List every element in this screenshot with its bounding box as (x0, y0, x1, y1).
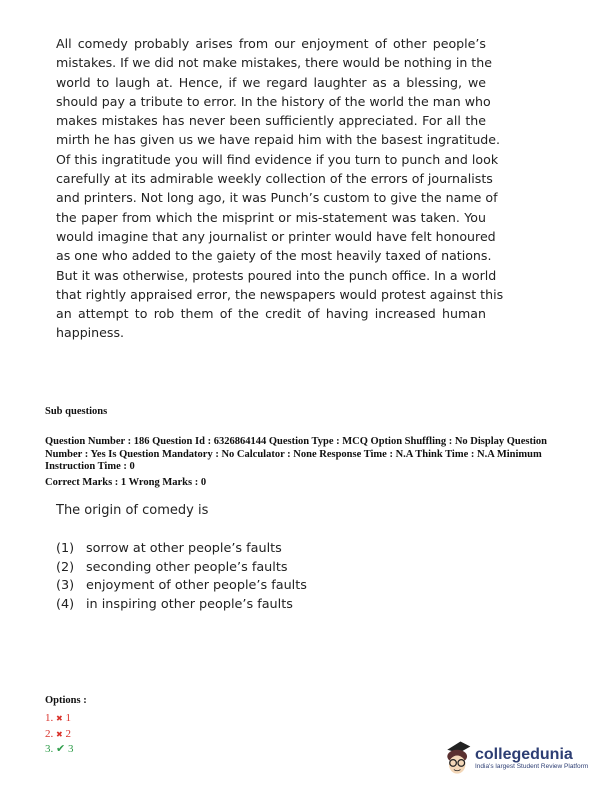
cross-icon: ✖ (56, 729, 63, 739)
option-text: in inspiring other people’s faults (86, 597, 293, 613)
answer-value: 3 (67, 743, 74, 755)
option-text: seconding other people’s faults (86, 559, 288, 575)
cross-icon: ✖ (56, 714, 63, 723)
passage-line: Of this ingratitude you will find evidence if you turn to punch and look (56, 151, 499, 167)
answer-value: 2 (65, 727, 71, 740)
passage-line: makes mistakes has never been sufficiently appreciated. For all the (56, 113, 486, 129)
passage-line: that rightly appraised error, the newspapers would protest against this (56, 286, 504, 302)
logo-tagline: India's largest Student Review Platform (475, 762, 589, 770)
logo-name: collegedunia (475, 745, 573, 763)
passage-line: mistakes. If we did not make mistakes, there would be nothing in the (56, 55, 492, 71)
passage-line: But it was otherwise, protests poured into the punch office. In a world (56, 267, 497, 283)
passage-line: as one who added to the gaiety of the most heavily taxed of nations. (56, 248, 492, 264)
option-text: sorrow at other people’s faults (86, 541, 282, 556)
passage-line: would imagine that any journalist or printer would have felt honoured (56, 228, 496, 244)
option-number: (3) (56, 578, 75, 594)
option-number: (1) (56, 541, 75, 556)
answer-item (45, 727, 73, 743)
option-item (56, 596, 307, 615)
question-text: The origin of comedy is (56, 503, 209, 518)
question-metadata: Question Number : 186 Question Id : 6326864144 Question Type : MCQ Option Shuffling : No Display Question Number : Yes Is Question Mandatory : No Calculator : None Response Time : N.A Think Time : N.A Minimum Instruction Time : 0 (45, 436, 548, 472)
passage (56, 34, 504, 343)
option-item (56, 559, 307, 578)
option-item (56, 540, 307, 559)
passage-line: carefully at its admirable weekly collection of the errors of journalists (56, 171, 493, 187)
passage-line: the paper from which the misprint or mis-statement was taken. You (56, 209, 486, 225)
check-icon: ✔ (56, 743, 66, 755)
mascot-icon (444, 738, 472, 778)
sub-questions-heading: Sub questions (45, 406, 108, 417)
passage-line: should pay a tribute to error. In the history of the world the man who (56, 93, 491, 109)
passage-line: an attempt to rob them of the credit of having increased human (56, 306, 486, 322)
passage-line: world to laugh at. Hence, if we regard laughter as a blessing, we (56, 74, 486, 90)
marks-info: Correct Marks : 1 Wrong Marks : 0 (45, 477, 207, 488)
option-number: (4) (56, 597, 75, 613)
answer-item (45, 742, 73, 758)
answer-prefix: 1. (45, 712, 54, 724)
option-item (56, 577, 307, 596)
passage-line: and printers. Not long ago, it was Punch’s custom to give the name of (56, 190, 498, 206)
option-list (56, 540, 307, 615)
options-label: Options : (45, 695, 87, 706)
option-number: (2) (56, 559, 75, 575)
option-text: enjoyment of other people’s faults (86, 578, 307, 594)
passage-line: All comedy probably arises from our enjoyment of other people’s (56, 36, 486, 51)
passage-line: happiness. (56, 325, 125, 341)
answer-value: 1 (65, 712, 71, 724)
answer-prefix: 3. (45, 743, 54, 755)
answer-prefix: 2. (45, 727, 54, 740)
answer-key (45, 711, 73, 758)
answer-item (45, 711, 73, 727)
collegedunia-logo (444, 738, 588, 778)
passage-line: mirth he has given us we have repaid him with the basest ingratitude. (56, 132, 501, 148)
